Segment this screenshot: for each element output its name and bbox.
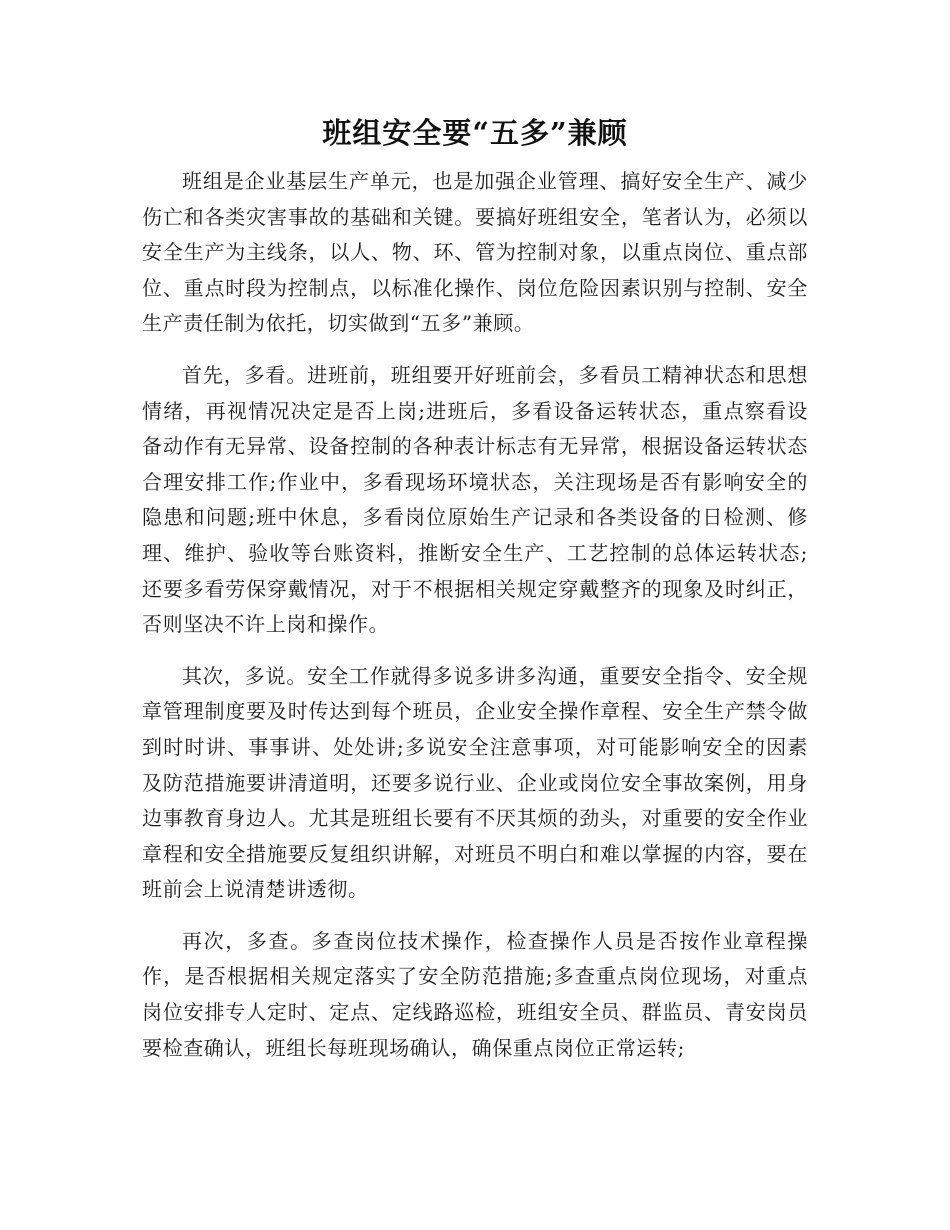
paragraph-speak-more: 其次，多说。安全工作就得多说多讲多沟通，重要安全指令、安全规章管理制度要及时传达到每个班员，企业安全操作章程、安全生产禁令做到时时讲、事事讲、处处讲;多说安全注意事项，对可能影响安全的因素及防范措施要讲清道明，还要多说行业、企业或岗位安全事故案例，用身边事教育身边人。尤其是班组长要有不厌其烦的劲头，对重要的安全作业章程和安全措施要反复组织讲解，对班员不明白和难以掌握的内容，要在班前会上说清楚讲透彻。 [142,663,808,902]
paragraph-check-more: 再次，多查。多查岗位技术操作，检查操作人员是否按作业章程操作，是否根据相关规定落实了安全防范措施;多查重点岗位现场，对重点岗位安排专人定时、定点、定线路巡检，班组安全员、群监员、青安岗员要检查确认，班组长每班现场确认，确保重点岗位正常运转; [142,928,808,1060]
paragraph-intro: 班组是企业基层生产单元，也是加强企业管理、搞好安全生产、减少伤亡和各类灾害事故的基础和关键。要搞好班组安全，笔者认为，必须以安全生产为主线条，以人、物、环、管为控制对象，以重点岗位、重点部位、重点时段为控制点，以标准化操作、岗位危险因素识别与控制、安全生产责任制为依托，切实做到“五多”兼顾。 [142,169,808,336]
paragraph-look-more: 首先，多看。进班前，班组要开好班前会，多看员工精神状态和思想情绪，再视情况决定是否上岗;进班后，多看设备运转状态，重点察看设备动作有无异常、设备控制的各种表计标志有无异常，根据设备运转状态合理安排工作;作业中，多看现场环境状态，关注现场是否有影响安全的隐患和问题;班中休息，多看岗位原始生产记录和各类设备的日检测、修理、维护、验收等台账资料，推断安全生产、工艺控制的总体运转状态;还要多看劳保穿戴情况，对于不根据相关规定穿戴整齐的现象及时纠正，否则坚决不许上岗和操作。 [142,362,808,637]
document-page [142,110,808,1082]
document-title: 班组安全要“五多”兼顾 [322,116,628,150]
